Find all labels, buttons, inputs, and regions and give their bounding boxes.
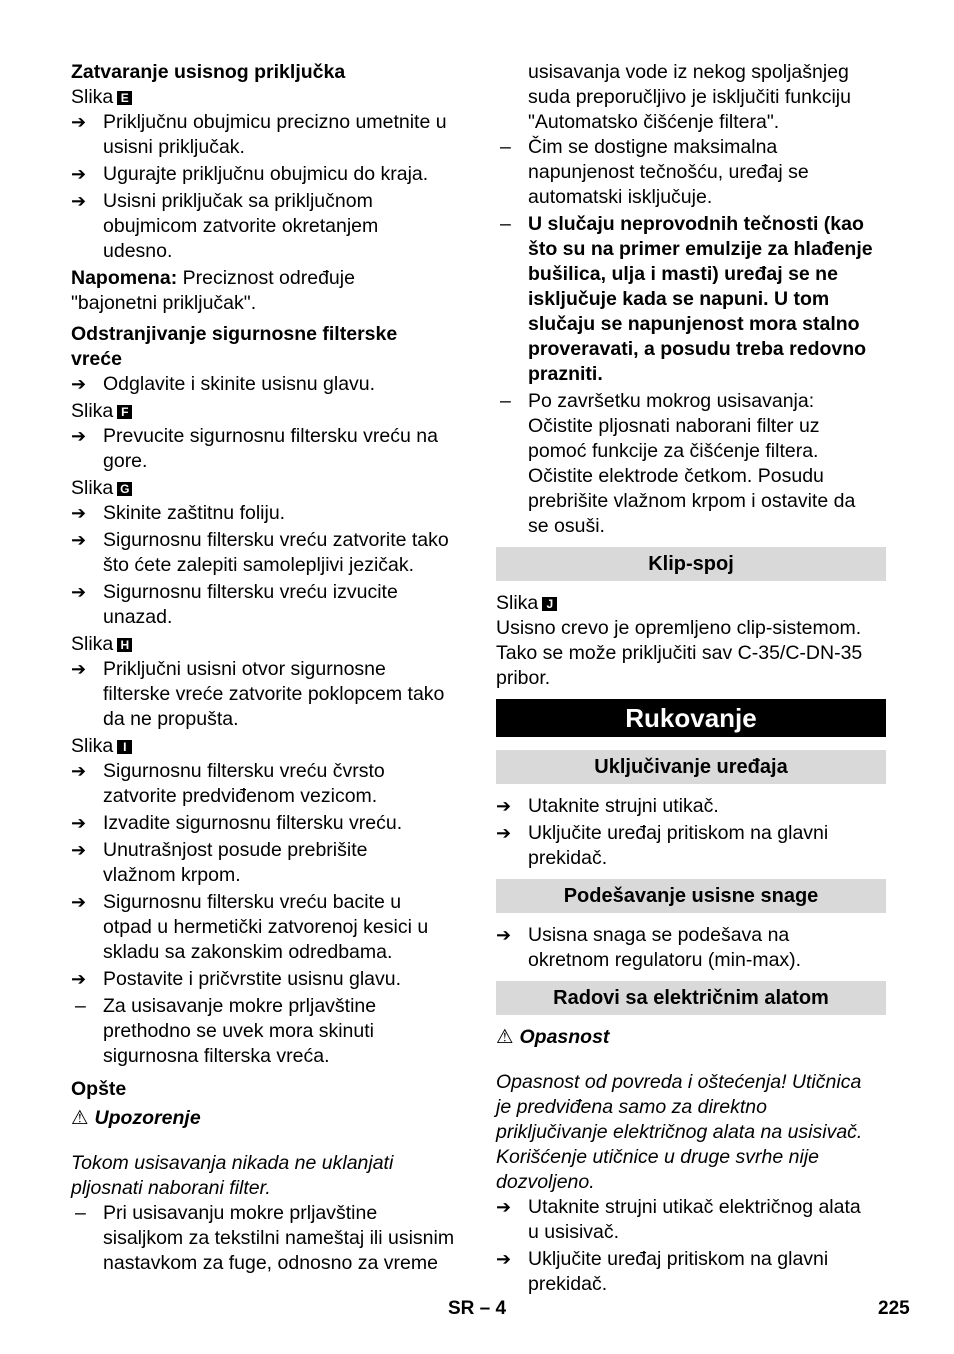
heading-remove-filter-bag-line2: vreće xyxy=(71,348,122,370)
arrow-icon: ➔ xyxy=(71,112,87,132)
step-item xyxy=(71,501,457,526)
dash-item xyxy=(496,212,886,387)
dash-marker: – xyxy=(500,213,511,235)
item-text: okretnom regulatoru (min-max). xyxy=(528,949,802,971)
text-line: usisavanja vode iz nekog spoljašnjeg xyxy=(528,61,849,83)
item-text: Odglavite i skinite usisnu glavu. xyxy=(103,373,376,395)
steps-suction-power xyxy=(496,923,886,973)
dash-marker: – xyxy=(500,390,511,412)
arrow-icon: ➔ xyxy=(71,659,87,679)
item-text: Čim se dostigne maksimalna xyxy=(528,136,778,158)
arrow-icon: ➔ xyxy=(71,426,87,446)
arrow-icon: ➔ xyxy=(496,1248,512,1269)
steps-switch-on xyxy=(496,794,886,871)
text-line: Usisno crevo je opremljeno clip-sistemom. xyxy=(496,617,862,639)
continued-text xyxy=(496,60,886,135)
dash-wet-dirt xyxy=(71,994,457,1069)
step-item xyxy=(71,580,457,630)
item-text: prazniti. xyxy=(528,363,603,385)
steps-g xyxy=(71,501,457,630)
item-text: U slučaju neprovodnih tečnosti (kao xyxy=(528,213,864,235)
text-line: Korišćenje utičnice u druge svrhe nije xyxy=(496,1145,820,1168)
step-item xyxy=(71,838,457,888)
item-text: Izvadite sigurnosnu filtersku vreću. xyxy=(103,812,403,834)
item-text: pomoć funkcije za čišćenje filtera. xyxy=(528,440,819,462)
text-line: je predviđena samo za direktno xyxy=(496,1095,767,1118)
dash-item xyxy=(496,389,886,539)
item-text: Po završetku mokrog usisavanja: xyxy=(528,390,815,412)
figure-badge-i: I xyxy=(117,740,132,754)
note: Napomena: Preciznost određuje xyxy=(71,267,355,289)
item-text: se osuši. xyxy=(528,515,605,537)
item-text: Skinite zaštitnu foliju. xyxy=(103,502,286,524)
clip-text xyxy=(496,616,886,691)
item-text: Prevucite sigurnosnu filtersku vreću na xyxy=(103,425,438,447)
steps-h xyxy=(71,657,457,732)
item-text: bušilica, ulja i masti) uređaj se ne xyxy=(528,263,838,285)
item-text: što ćete zalepiti samolepljivi jezičak. xyxy=(103,554,415,576)
step-item xyxy=(496,923,886,973)
arrow-icon: ➔ xyxy=(71,374,87,394)
item-text: sisaljkom za tekstilni nameštaj ili usisnim xyxy=(103,1226,455,1249)
dash-marker: – xyxy=(75,1201,86,1224)
item-text: zatvorite predviđenom vezicom. xyxy=(103,785,378,807)
item-text: vlažnom krpom. xyxy=(103,864,241,886)
note-continued: "bajonetni priključak". xyxy=(71,292,257,314)
step-item xyxy=(71,372,457,397)
step-item xyxy=(71,811,457,836)
arrow-icon: ➔ xyxy=(496,823,512,843)
item-text: da ne propušta. xyxy=(103,708,239,730)
item-text: prekidač. xyxy=(528,847,608,869)
item-text: sigurnosna filterska vreća. xyxy=(103,1045,330,1067)
step-item xyxy=(71,967,457,992)
arrow-icon: ➔ xyxy=(71,761,87,781)
arrow-icon: ➔ xyxy=(71,892,87,912)
arrow-icon: ➔ xyxy=(496,796,512,816)
dash-item xyxy=(496,135,886,210)
step-item xyxy=(71,890,457,965)
step-item xyxy=(71,424,457,474)
steps-f xyxy=(71,424,457,474)
item-text: proveravati, a posudu treba redovno xyxy=(528,338,867,360)
text-line: Opasnost od povreda i oštećenja! Utičnica xyxy=(496,1070,862,1093)
item-text: Priključni usisni otvor sigurnosne xyxy=(103,658,386,680)
item-text: usisni priključak. xyxy=(103,136,245,158)
warning-text xyxy=(71,1151,457,1201)
step-item xyxy=(71,759,457,809)
step-item xyxy=(71,189,457,264)
dash-after-wet xyxy=(496,389,886,539)
item-text: što su na primer emulzije za hlađenje xyxy=(528,238,873,260)
step-item xyxy=(496,821,886,871)
section-suction-power: Podešavanje usisne snage xyxy=(496,879,886,913)
step-item xyxy=(71,162,457,187)
section-clip-connection: Klip-spoj xyxy=(496,547,886,581)
item-text: obujmicom zatvorite okretanjem xyxy=(103,215,379,237)
arrow-icon: ➔ xyxy=(71,969,87,989)
item-text: nastavkom za fuge, odnosno za vreme xyxy=(103,1251,438,1274)
warning-heading: ⚠ Upozorenje xyxy=(71,1107,201,1129)
figure-badge-h: H xyxy=(117,638,132,652)
figure-badge-e: E xyxy=(117,91,132,105)
dash-item xyxy=(71,1201,457,1276)
item-text: isključuje kada se napuni. U tom xyxy=(528,288,830,310)
item-text: u usisivač. xyxy=(528,1220,620,1243)
figure-badge-g: G xyxy=(117,482,132,496)
figure-ref-f: Slika F xyxy=(71,399,457,424)
item-text: Sigurnosnu filtersku vreću čvrsto xyxy=(103,760,385,782)
figure-ref-e: Slika E xyxy=(71,85,457,110)
item-text: Sigurnosnu filtersku vreću bacite u xyxy=(103,891,402,913)
text-line: "Automatsko čišćenje filtera". xyxy=(528,111,780,133)
arrow-icon: ➔ xyxy=(71,164,87,184)
dash-general xyxy=(71,1201,457,1276)
steps-e xyxy=(71,110,457,264)
dash-item xyxy=(71,994,457,1069)
item-text: Usisni priključak sa priključnom xyxy=(103,190,373,212)
danger-text xyxy=(496,1070,886,1195)
item-text: Priključnu obujmicu precizno umetnite u xyxy=(103,111,447,133)
step-item xyxy=(496,794,886,819)
warning-icon: ⚠ xyxy=(71,1107,89,1129)
section-switch-on: Uključivanje uređaja xyxy=(496,750,886,784)
item-text: Za usisavanje mokre prljavštine xyxy=(103,995,377,1017)
item-text: slučaju se napunjenost mora stalno xyxy=(528,313,860,335)
text-line: suda preporučljivo je isključiti funkciju xyxy=(528,86,851,108)
dash-full-tank xyxy=(496,135,886,210)
heading-general: Opšte xyxy=(71,1078,127,1100)
text-line: pribor. xyxy=(496,667,551,689)
arrow-icon: ➔ xyxy=(71,582,87,602)
arrow-icon: ➔ xyxy=(71,503,87,523)
item-text: Uključite uređaj pritiskom na glavni xyxy=(528,822,829,844)
item-text: Utaknite strujni utikač. xyxy=(528,795,719,817)
item-text: napunjenost tečnošću, uređaj se xyxy=(528,161,809,183)
text-line: pljosnati naborani filter. xyxy=(71,1176,271,1199)
item-text: Sigurnosnu filtersku vreću izvucite xyxy=(103,581,398,603)
figure-badge-f: F xyxy=(117,405,132,419)
step-item xyxy=(71,110,457,160)
item-text: prekidač. xyxy=(528,1272,608,1295)
step-item xyxy=(71,528,457,578)
figure-ref-j: Slika J xyxy=(496,591,886,616)
heading-remove-filter-bag: Odstranjivanje sigurnosne filterske xyxy=(71,323,398,345)
warning-icon: ⚠ xyxy=(496,1026,514,1048)
item-text: automatski isključuje. xyxy=(528,186,713,208)
step-item xyxy=(496,1195,886,1245)
danger-heading: ⚠ Opasnost xyxy=(496,1026,610,1048)
section-power-tools: Radovi sa električnim alatom xyxy=(496,981,886,1015)
item-text: prebrišite vlažnom krpom i ostavite da xyxy=(528,490,856,512)
item-text: Ugurajte priključnu obujmicu do kraja. xyxy=(103,163,429,185)
item-text: gore. xyxy=(103,450,148,472)
item-text: unazad. xyxy=(103,606,173,628)
figure-ref-g: Slika G xyxy=(71,476,457,501)
item-text: Usisna snaga se podešava na xyxy=(528,924,790,946)
dash-non-conductive xyxy=(496,212,886,387)
text-line: dozvoljeno. xyxy=(496,1170,595,1193)
item-text: filterske vreće zatvorite poklopcem tako xyxy=(103,683,445,705)
right-column xyxy=(496,60,886,1299)
step-remove-head xyxy=(71,372,457,397)
item-text: prethodno se uvek mora skinuti xyxy=(103,1020,374,1042)
dash-marker: – xyxy=(75,995,86,1017)
figure-ref-i: Slika I xyxy=(71,734,457,759)
text-line: Tako se može priključiti sav C-35/C-DN-35 xyxy=(496,642,863,664)
figure-badge-j: J xyxy=(542,597,557,611)
item-text: Postavite i pričvrstite usisnu glavu. xyxy=(103,968,402,990)
figure-ref-h: Slika H xyxy=(71,632,457,657)
text-line: priključivanje električnog alata na usisivač. xyxy=(496,1120,863,1143)
arrow-icon: ➔ xyxy=(496,1196,512,1217)
text-line: Tokom usisavanja nikada ne uklanjati xyxy=(71,1151,394,1174)
item-text: Očistite pljosnati naborani filter uz xyxy=(528,415,820,437)
item-text: Sigurnosnu filtersku vreću zatvorite tako xyxy=(103,529,449,551)
item-text: udesno. xyxy=(103,240,173,262)
step-item xyxy=(496,1247,886,1297)
steps-i xyxy=(71,759,457,992)
steps-power-tools xyxy=(496,1195,886,1297)
chapter-operation: Rukovanje xyxy=(496,699,886,737)
item-text: Pri usisavanju mokre prljavštine xyxy=(103,1201,378,1224)
arrow-icon: ➔ xyxy=(71,530,87,550)
item-text: skladu sa zakonskim odredbama. xyxy=(103,941,393,963)
step-item xyxy=(71,657,457,732)
item-text: Uključite uređaj pritiskom na glavni xyxy=(528,1247,829,1270)
arrow-icon: ➔ xyxy=(496,925,512,945)
footer-section: SR – 4 xyxy=(448,1298,507,1319)
arrow-icon: ➔ xyxy=(71,840,87,860)
arrow-icon: ➔ xyxy=(71,191,87,211)
page-number: 225 xyxy=(878,1298,910,1319)
arrow-icon: ➔ xyxy=(71,813,87,833)
item-text: Utaknite strujni utikač električnog alata xyxy=(528,1195,861,1218)
item-text: Unutrašnjost posude prebrišite xyxy=(103,839,368,861)
item-text: Očistite elektrode četkom. Posudu xyxy=(528,465,824,487)
heading-closing-suction-port: Zatvaranje usisnog priključka xyxy=(71,61,346,83)
item-text: otpad u hermetički zatvorenoj kesici u xyxy=(103,916,429,938)
dash-marker: – xyxy=(500,136,511,158)
left-column xyxy=(71,60,457,1278)
